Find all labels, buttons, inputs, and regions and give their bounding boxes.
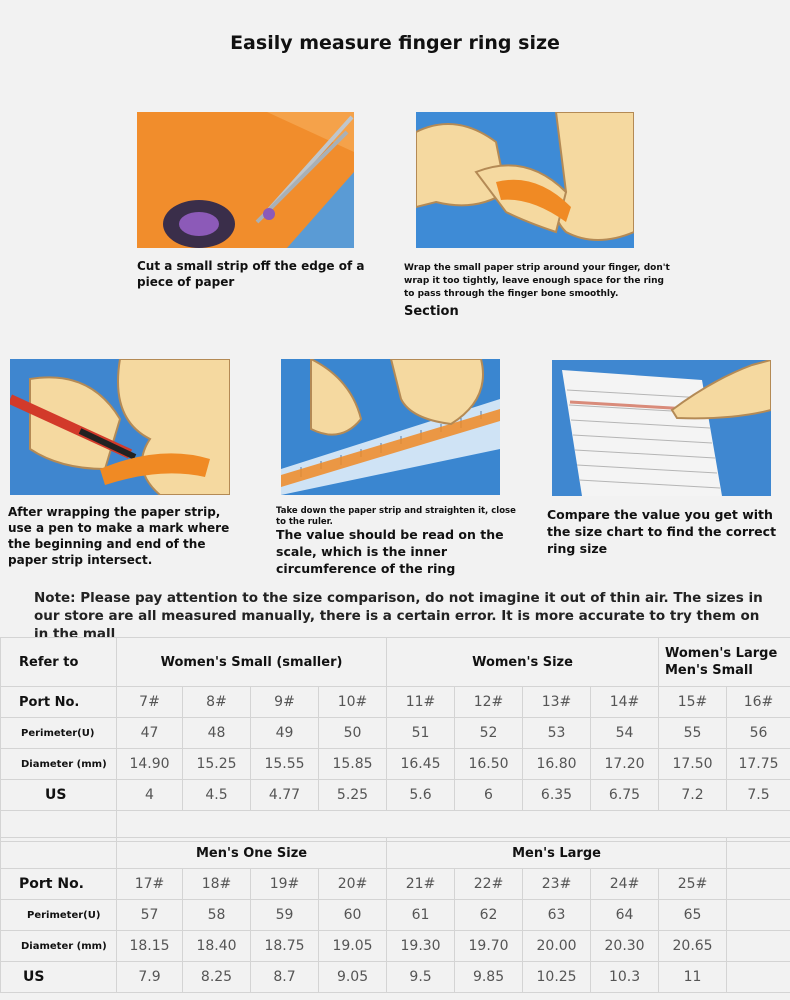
step-3-caption: After wrapping the paper strip, use a pen to make a mark where the beginning and end of the paper strip intersect. [8,505,230,567]
pen-marking-illustration [10,359,230,495]
row-label-perimeter: Perimeter(U) [1,718,117,749]
table-cell: 49 [251,718,319,749]
table-cell: 7.2 [659,780,727,811]
table-cell: 15.85 [319,749,387,780]
table-cell: 55 [659,718,727,749]
table-cell: 54 [591,718,659,749]
step-1-caption: Cut a small strip off the edge of a piece of paper [137,259,365,289]
group-mens-one-size: Men's One Size [117,838,387,869]
table-cell: 10.3 [591,962,659,993]
row-label-perimeter: Perimeter(U) [1,900,117,931]
table-cell: 14.90 [117,749,183,780]
step-2-caption: Wrap the small paper strip around your finger, don't wrap it too tightly, leave enough space for the ring to pass through the finger bone smoothly. [404,263,670,299]
row-label-diameter: Diameter (mm) [1,931,117,962]
table-cell: 15.55 [251,749,319,780]
refer-to-header: Refer to [1,638,117,687]
table-row-perimeter [1,718,790,749]
table-cell: 53 [523,718,591,749]
table-row-perimeter [1,900,790,931]
table-cell: 23# [523,869,591,900]
group-womens-small: Women's Small (smaller) [117,638,387,687]
table-cell: 61 [387,900,455,931]
table-row-port [1,687,790,718]
table-cell: 59 [251,900,319,931]
table-cell: 65 [659,900,727,931]
table-cell: 11 [659,962,727,993]
table-cell: 20# [319,869,387,900]
table-cell: 51 [387,718,455,749]
table-cell: 15.25 [183,749,251,780]
table-cell: 16.50 [455,749,523,780]
table-cell: 25# [659,869,727,900]
table-row-us [1,962,790,993]
page-title: Easily measure finger ring size [230,32,560,54]
table-cell: 18.75 [251,931,319,962]
row-label-port: Port No. [1,687,117,718]
table-cell: 9# [251,687,319,718]
row-label-us: US [1,962,117,993]
table-cell: 8.25 [183,962,251,993]
table-cell: 7.5 [727,780,790,811]
table-cell: 20.30 [591,931,659,962]
table-row-diameter [1,749,790,780]
size-table-women [0,637,790,842]
row-label-diameter: Diameter (mm) [1,749,117,780]
table-cell: 7# [117,687,183,718]
group-womens-large-mens-small: Women's Large Men's Small [659,638,790,687]
table-cell: 17.75 [727,749,790,780]
table-cell: 4.77 [251,780,319,811]
table-cell: 63 [523,900,591,931]
table-cell: 15# [659,687,727,718]
table-cell: 17# [117,869,183,900]
row-label-port: Port No. [1,869,117,900]
table-cell: 58 [183,900,251,931]
table-cell: 6.35 [523,780,591,811]
table-cell: 5.6 [387,780,455,811]
table-cell: 12# [455,687,523,718]
table-row-port [1,869,790,900]
table-cell: 47 [117,718,183,749]
table-cell: 6.75 [591,780,659,811]
table-cell: 8# [183,687,251,718]
table-cell: 5.25 [319,780,387,811]
table-cell: 18.40 [183,931,251,962]
table-cell: 10# [319,687,387,718]
step-4-small-caption: Take down the paper strip and straighten it, close to the ruler. [276,506,516,527]
table-cell: 16.80 [523,749,591,780]
table-cell: 24# [591,869,659,900]
table-cell: 57 [117,900,183,931]
table-cell: 22# [455,869,523,900]
size-table-men [0,837,790,993]
group-mens-large: Men's Large [387,838,727,869]
note-text: Note: Please pay attention to the size comparison, do not imagine it out of thin air. The sizes in our store are all measured manually, there is a certain error. It is more accurate to try them on in the mall [34,590,763,642]
table-cell: 18.15 [117,931,183,962]
table-cell: 48 [183,718,251,749]
ruler-measure-illustration [281,359,500,495]
table-cell: 8.7 [251,962,319,993]
finger-wrap-illustration [416,112,634,248]
size-chart-illustration [552,360,771,496]
table-cell: 17.50 [659,749,727,780]
table-cell: 16# [727,687,790,718]
table-cell: 9.05 [319,962,387,993]
table-cell: 19.30 [387,931,455,962]
table-cell: 4.5 [183,780,251,811]
step-5-caption: Compare the value you get with the size chart to find the correct ring size [547,507,777,556]
table-cell: 19.05 [319,931,387,962]
table-cell: 16.45 [387,749,455,780]
table-cell: 7.9 [117,962,183,993]
table-cell: 9.85 [455,962,523,993]
row-label-us: US [1,780,117,811]
table-cell: 19# [251,869,319,900]
table-cell: 20.00 [523,931,591,962]
scissors-cutting-paper-illustration [137,112,354,248]
step-2-heading: Section [404,304,459,319]
table-cell: 62 [455,900,523,931]
table-cell: 20.65 [659,931,727,962]
table-cell: 9.5 [387,962,455,993]
table-cell: 19.70 [455,931,523,962]
table-cell: 18# [183,869,251,900]
table-cell: 4 [117,780,183,811]
table-cell: 52 [455,718,523,749]
table-cell: 13# [523,687,591,718]
table-cell: 21# [387,869,455,900]
table-cell: 56 [727,718,790,749]
table-cell: 10.25 [523,962,591,993]
table-cell: 6 [455,780,523,811]
table-cell: 60 [319,900,387,931]
table-row-diameter [1,931,790,962]
step-4-caption: The value should be read on the scale, which is the inner circumference of the ring [276,527,504,576]
table-cell: 17.20 [591,749,659,780]
table-cell: 64 [591,900,659,931]
table-cell: 50 [319,718,387,749]
table-row-us [1,780,790,811]
table-cell: 14# [591,687,659,718]
table-cell: 11# [387,687,455,718]
group-womens-size: Women's Size [387,638,659,687]
